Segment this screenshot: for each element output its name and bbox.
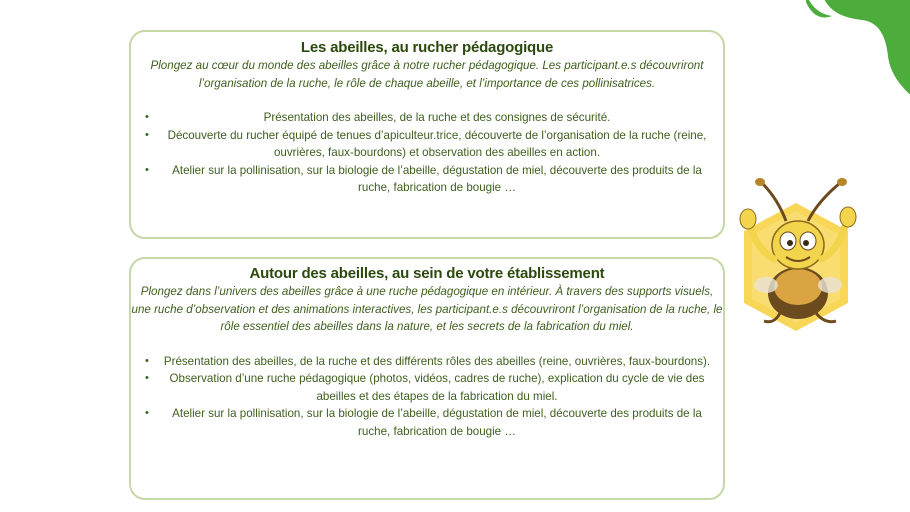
workshop-card-rucher [129,30,725,239]
list-item: • Présentation des abeilles, de la ruche et des différents rôles des abeilles (reine, ouvrières, faux-bourdons). [131,353,721,371]
card-bullet-list [131,109,723,197]
card-bullet-list [131,353,723,441]
bullet-icon: • [145,407,149,419]
card-title: Autour des abeilles, au sein de votre établissement [249,265,605,282]
bullet-icon: • [145,128,149,141]
bullet-icon: • [145,163,149,176]
card-intro: Plongez au cœur du monde des abeilles grâce à notre rucher pédagogique. Les participant.e.s découvriront l’organisation de la ruche, le rôle de chaque abeille, et l’importance de ces pollinisatrices. [150,59,704,90]
bullet-icon: • [145,354,149,367]
list-item: • Observation d’une ruche pédagogique (photos, vidéos, cadres de ruche), explication du cycle de vie des abeilles et des étapes de la fabrication du miel. [145,372,705,403]
bullet-icon: • [145,372,149,384]
card-title: Les abeilles, au rucher pédagogique [300,39,554,56]
green-leaf-icon [792,0,910,106]
bullet-icon: • [145,111,149,123]
card-intro: Plongez dans l’univers des abeilles grâce à une ruche pédagogique en intérieur. À travers des supports visuels, une ruche d’observation et des animations interactives, les participant.e.s découvriront l’organisation de la ruche, le rôle essentiel des abeilles dans la nature, et les secrets de la fabrication du miel. [131,285,723,333]
list-item: • Atelier sur la pollinisation, sur la biologie de l’abeille, dégustation de miel, découverte des produits de la ruche, fabrication de bougie … [145,407,702,438]
list-item: • Présentation des abeilles, de la ruche et des consignes de sécurité. [131,109,721,127]
workshop-card-etablissement [129,257,725,500]
list-item: • Découverte du rucher équipé de tenues d’apiculteur.trice, découverte de l’organisation de la ruche (reine, ouvrières, faux-bourdons) et observation des abeilles en action. [145,128,707,159]
list-item: • Atelier sur la pollinisation, sur la biologie de l’abeille, dégustation de miel, découverte des produits de la ruche, fabrication de bougie … [145,163,702,194]
bee-mascot-icon [736,175,866,353]
